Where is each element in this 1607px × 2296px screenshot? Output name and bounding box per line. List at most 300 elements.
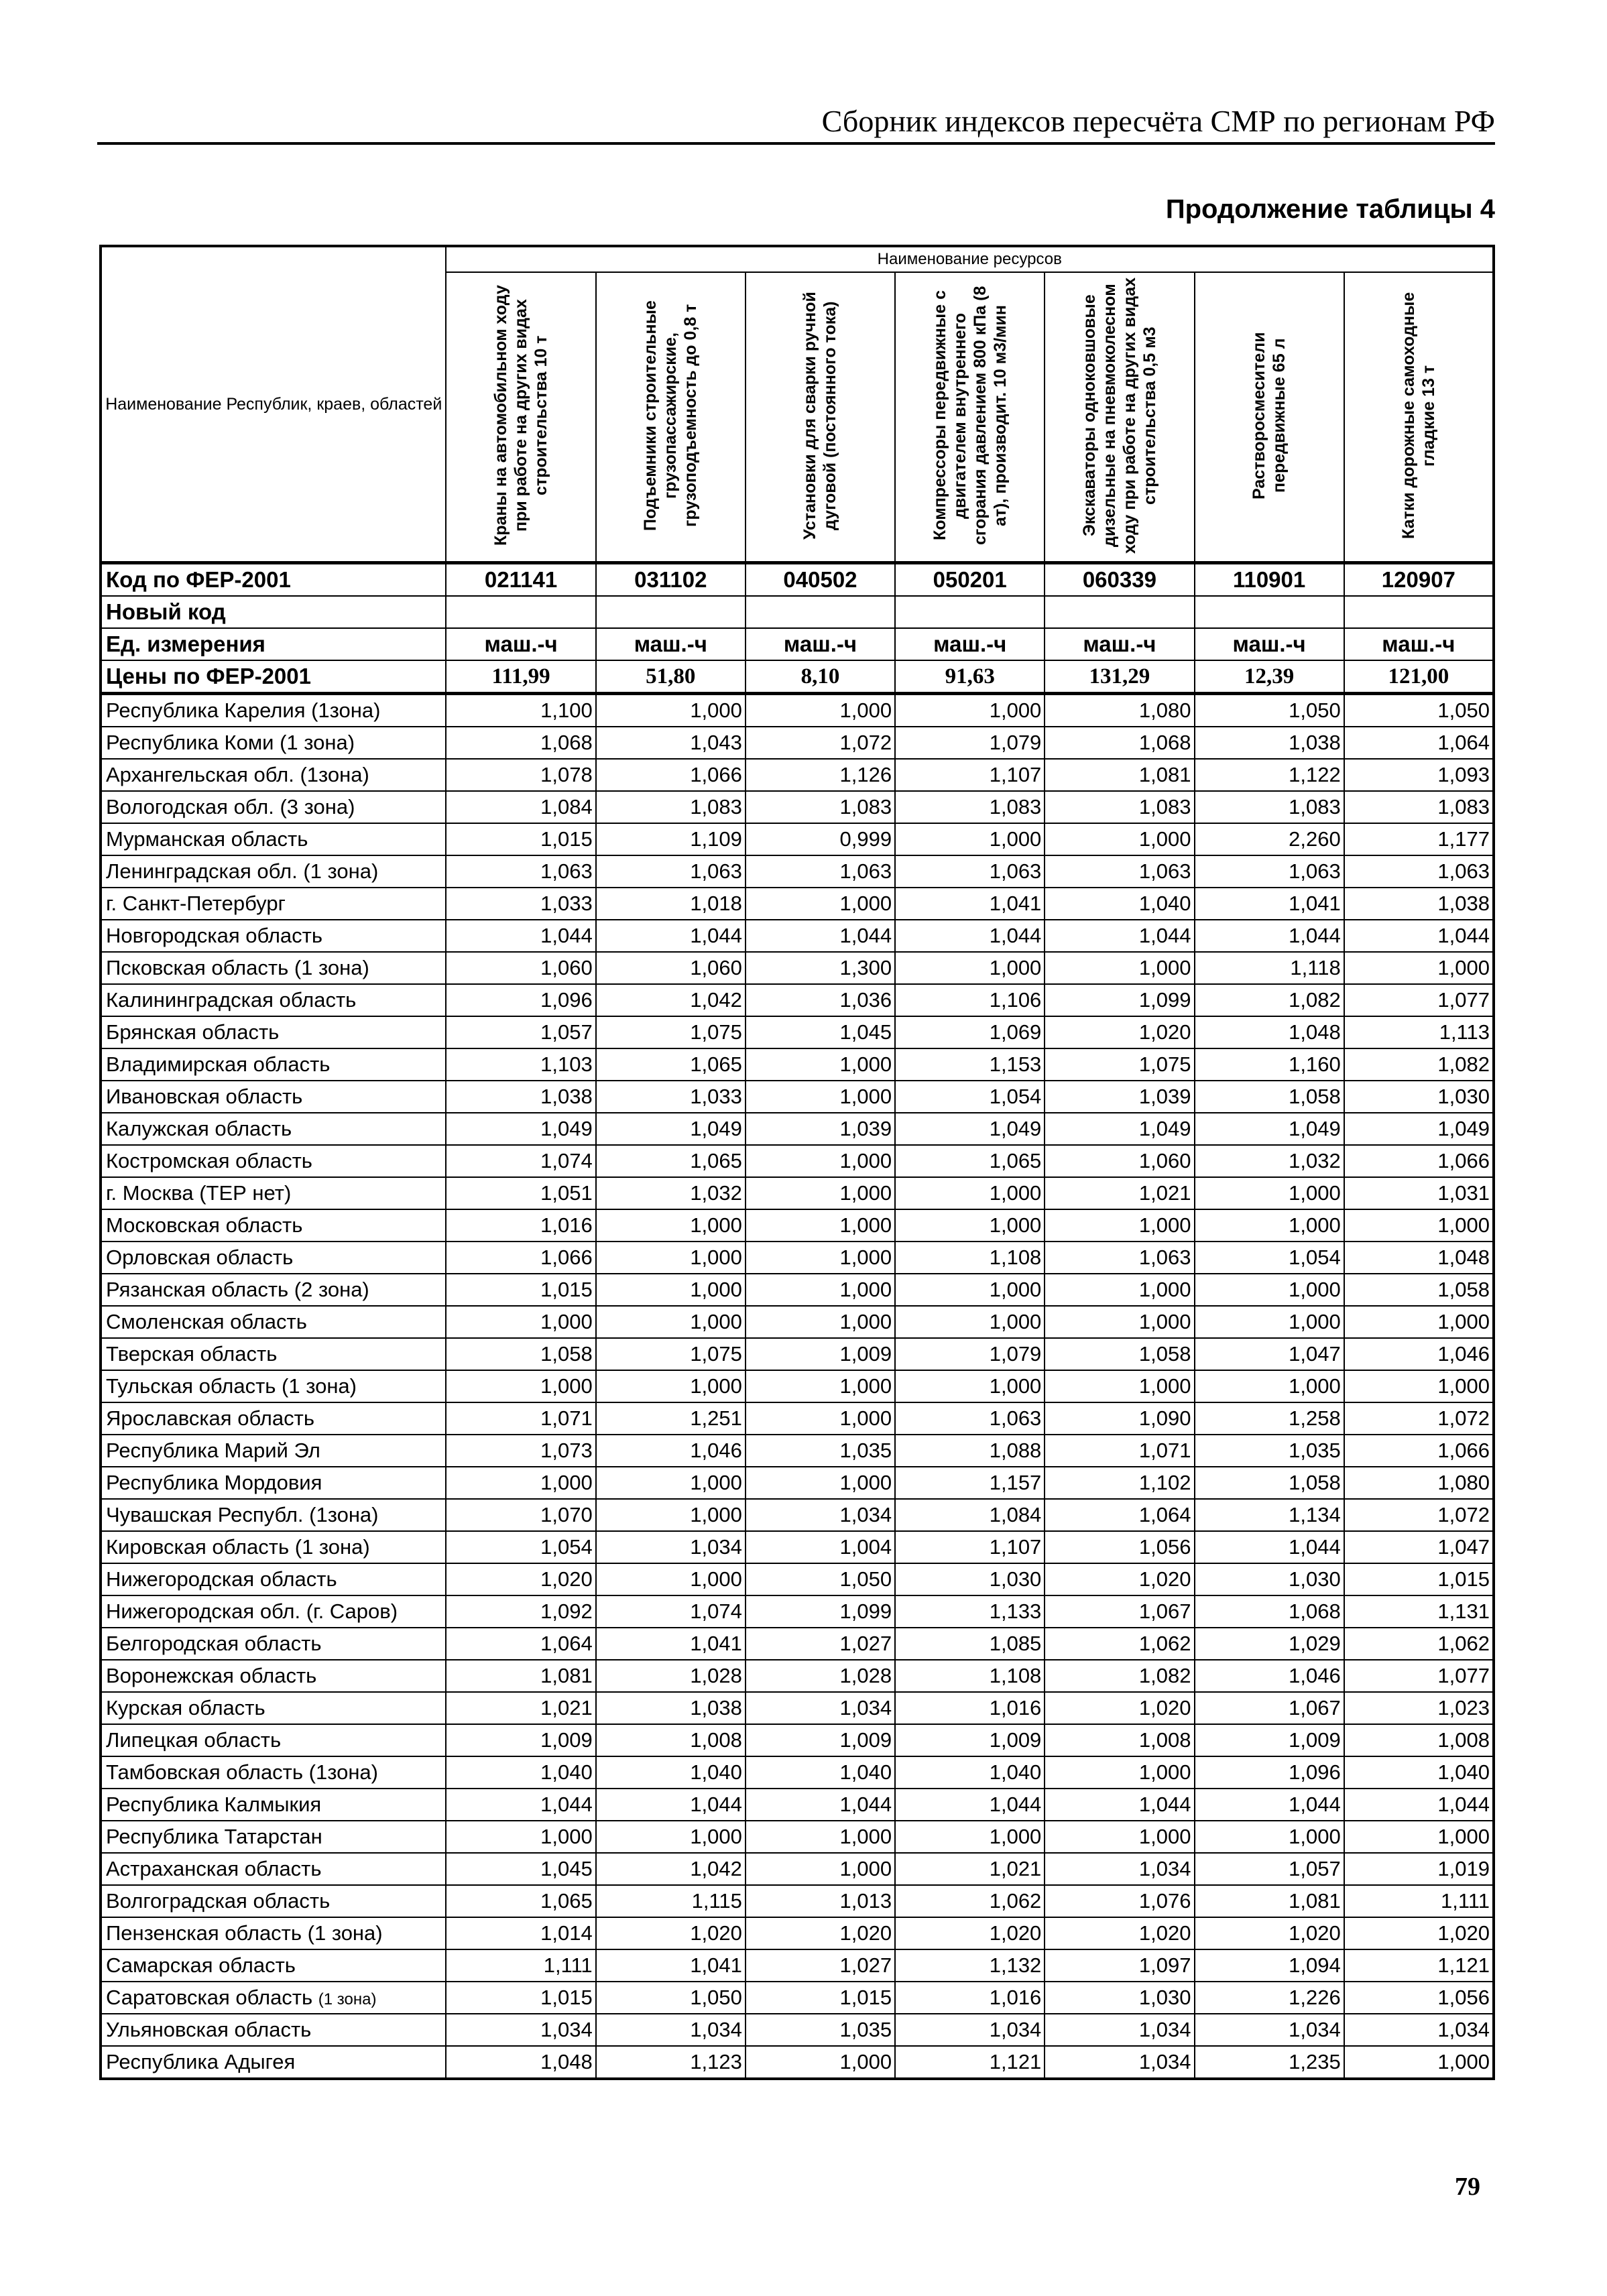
index-value: 1,034: [1045, 1853, 1194, 1885]
region-name: [101, 2046, 446, 2079]
region-name: [101, 1113, 446, 1145]
index-value: 1,072: [746, 727, 895, 759]
index-value: 1,044: [895, 920, 1045, 952]
region-name: [101, 1274, 446, 1306]
index-value: 1,080: [1344, 1467, 1494, 1499]
index-value: 1,000: [1195, 1274, 1344, 1306]
table-row: [101, 1081, 1494, 1113]
meta-value: 8,10: [746, 660, 895, 694]
index-value: 1,065: [895, 1145, 1045, 1177]
index-value: 1,019: [1344, 1853, 1494, 1885]
index-value: 1,000: [446, 1467, 595, 1499]
index-value: 1,057: [1195, 1853, 1344, 1885]
index-value: 1,046: [1195, 1660, 1344, 1692]
index-value: 1,045: [446, 1853, 595, 1885]
index-value: 1,123: [596, 2046, 746, 2079]
index-value: 1,034: [1045, 2014, 1194, 2046]
index-value: 1,103: [446, 1048, 595, 1081]
region-name: [101, 1016, 446, 1048]
index-value: 1,121: [895, 2046, 1045, 2079]
resource-name: Растворосмесители передвижные 65 л: [1250, 331, 1289, 499]
resource-name: Экскаваторы одноковшовые дизельные на пневмоколесном ходу при работе на других видах строительства 0,5 м3: [1079, 277, 1159, 554]
index-value: 1,076: [1045, 1885, 1194, 1917]
index-value: 1,096: [446, 984, 595, 1016]
region-name: [101, 1756, 446, 1789]
resource-header: [1195, 272, 1344, 563]
index-value: 1,000: [1344, 952, 1494, 984]
index-value: 1,049: [1344, 1113, 1494, 1145]
index-value: 1,063: [895, 1402, 1045, 1435]
index-value: 1,031: [1344, 1177, 1494, 1209]
index-value: 1,092: [446, 1595, 595, 1628]
index-value: 1,102: [1045, 1467, 1194, 1499]
index-value: 1,090: [1045, 1402, 1194, 1435]
index-value: 1,058: [1195, 1467, 1344, 1499]
table-row: [101, 1853, 1494, 1885]
index-value: 1,121: [1344, 1949, 1494, 1982]
table-row: [101, 1821, 1494, 1853]
index-value: 1,044: [1344, 1789, 1494, 1821]
index-value: 1,032: [1195, 1145, 1344, 1177]
index-value: 1,062: [895, 1885, 1045, 1917]
index-value: 1,080: [1045, 694, 1194, 727]
index-value: 1,000: [596, 1563, 746, 1595]
index-value: 1,070: [446, 1499, 595, 1531]
region-name: [101, 1177, 446, 1209]
index-value: 1,038: [596, 1692, 746, 1724]
index-value: 1,000: [1045, 1821, 1194, 1853]
region-name: [101, 888, 446, 920]
index-value: 1,041: [895, 888, 1045, 920]
index-value: 1,050: [596, 1982, 746, 2014]
table-row: [101, 1982, 1494, 2014]
region-name: [101, 920, 446, 952]
region-name: [101, 1081, 446, 1113]
table-row: [101, 984, 1494, 1016]
index-value: 1,023: [1344, 1692, 1494, 1724]
index-value: 1,063: [1045, 1242, 1194, 1274]
index-value: 1,015: [746, 1982, 895, 2014]
index-value: 1,000: [746, 1274, 895, 1306]
index-value: 1,030: [895, 1563, 1045, 1595]
index-value: 1,063: [746, 855, 895, 888]
index-value: 1,075: [596, 1016, 746, 1048]
meta-value: маш.-ч: [446, 628, 595, 660]
index-value: 1,000: [446, 1370, 595, 1402]
region-label: Смоленская область: [106, 1310, 307, 1333]
table-row: [101, 1595, 1494, 1628]
index-value: 1,000: [596, 1821, 746, 1853]
region-name: [101, 1209, 446, 1242]
index-value: 1,021: [1045, 1177, 1194, 1209]
index-value: 1,099: [1045, 984, 1194, 1016]
index-value: 1,044: [1045, 920, 1194, 952]
region-label: Волгоградская область: [106, 1889, 331, 1913]
index-value: 1,064: [1344, 727, 1494, 759]
region-label: Республика Калмыкия: [106, 1793, 322, 1816]
region-name: [101, 727, 446, 759]
region-name: [101, 984, 446, 1016]
index-value: 1,049: [895, 1113, 1045, 1145]
index-value: 1,065: [446, 1885, 595, 1917]
index-value: 1,177: [1344, 823, 1494, 855]
table-row: [101, 1724, 1494, 1756]
index-value: 1,000: [1344, 2046, 1494, 2079]
region-name: [101, 1821, 446, 1853]
meta-value: маш.-ч: [596, 628, 746, 660]
index-value: 1,111: [446, 1949, 595, 1982]
index-value: 1,074: [446, 1145, 595, 1177]
index-value: 1,057: [446, 1016, 595, 1048]
index-value: 1,034: [596, 2014, 746, 2046]
region-name: [101, 1595, 446, 1628]
index-value: 1,063: [1344, 855, 1494, 888]
index-value: 1,033: [596, 1081, 746, 1113]
table-row: [101, 2046, 1494, 2079]
index-value: 1,041: [596, 1949, 746, 1982]
index-value: 1,066: [446, 1242, 595, 1274]
table-row: [101, 1435, 1494, 1467]
index-value: 1,081: [1195, 1885, 1344, 1917]
table-row: [101, 1531, 1494, 1563]
index-value: 1,020: [446, 1563, 595, 1595]
index-value: 1,000: [746, 2046, 895, 2079]
meta-value: [596, 596, 746, 628]
index-value: 1,048: [446, 2046, 595, 2079]
table-row: [101, 1499, 1494, 1531]
index-value: 1,020: [1045, 1917, 1194, 1949]
region-label: Липецкая область: [106, 1728, 282, 1752]
table-row: [101, 855, 1494, 888]
table-row: [101, 952, 1494, 984]
index-value: 1,126: [746, 759, 895, 791]
region-name: [101, 1789, 446, 1821]
index-value: 1,009: [446, 1724, 595, 1756]
meta-row-price: [101, 660, 1494, 694]
index-value: 1,008: [1045, 1724, 1194, 1756]
meta-value: [746, 596, 895, 628]
running-head: Сборник индексов пересчёта СМР по регионам РФ: [97, 101, 1495, 145]
index-value: 1,000: [746, 1209, 895, 1242]
index-value: 1,040: [1344, 1756, 1494, 1789]
index-value: 1,064: [1045, 1499, 1194, 1531]
index-value: 1,047: [1195, 1338, 1344, 1370]
index-value: 1,122: [1195, 759, 1344, 791]
index-value: 1,008: [596, 1724, 746, 1756]
region-name: [101, 1531, 446, 1563]
index-value: 1,068: [1045, 727, 1194, 759]
index-value: 1,000: [895, 1177, 1045, 1209]
index-value: 1,000: [1045, 1370, 1194, 1402]
index-value: 1,235: [1195, 2046, 1344, 2079]
index-value: 1,040: [1045, 888, 1194, 920]
index-value: 1,009: [895, 1724, 1045, 1756]
index-value: 1,016: [895, 1982, 1045, 2014]
index-value: 1,071: [1045, 1435, 1194, 1467]
index-value: 1,160: [1195, 1048, 1344, 1081]
index-value: 1,016: [446, 1209, 595, 1242]
index-value: 1,000: [895, 694, 1045, 727]
index-value: 1,046: [596, 1435, 746, 1467]
index-value: 1,000: [1045, 1756, 1194, 1789]
resource-header: [446, 272, 595, 563]
region-label: Республика Мордовия: [106, 1471, 322, 1494]
index-value: 1,054: [895, 1081, 1045, 1113]
index-value: 1,133: [895, 1595, 1045, 1628]
index-value: 1,000: [596, 1209, 746, 1242]
index-value: 1,000: [446, 1306, 595, 1338]
table-row: [101, 1949, 1494, 1982]
index-value: 1,030: [1344, 1081, 1494, 1113]
index-value: 1,034: [1195, 2014, 1344, 2046]
index-value: 1,065: [596, 1145, 746, 1177]
region-name: [101, 855, 446, 888]
index-value: 1,063: [895, 855, 1045, 888]
index-value: 1,039: [746, 1113, 895, 1145]
region-name: [101, 1628, 446, 1660]
index-value: 1,000: [895, 1821, 1045, 1853]
region-name: [101, 1370, 446, 1402]
index-value: 1,000: [1344, 1306, 1494, 1338]
meta-value: маш.-ч: [1045, 628, 1194, 660]
meta-value: 120907: [1344, 563, 1494, 597]
index-value: 1,072: [1344, 1499, 1494, 1531]
meta-value: 91,63: [895, 660, 1045, 694]
index-value: 1,131: [1344, 1595, 1494, 1628]
index-table: [99, 245, 1495, 2080]
index-value: 1,062: [1344, 1628, 1494, 1660]
resource-header: [1045, 272, 1194, 563]
index-value: 1,044: [446, 1789, 595, 1821]
index-value: 1,108: [895, 1660, 1045, 1692]
index-value: 1,106: [895, 984, 1045, 1016]
index-value: 1,045: [746, 1016, 895, 1048]
index-value: 1,040: [446, 1756, 595, 1789]
index-value: 1,113: [1344, 1016, 1494, 1048]
index-value: 1,000: [596, 1499, 746, 1531]
index-value: 1,000: [895, 952, 1045, 984]
index-value: 1,000: [746, 1081, 895, 1113]
region-name: [101, 1563, 446, 1595]
region-name: [101, 1724, 446, 1756]
index-value: 1,014: [446, 1917, 595, 1949]
index-value: 1,000: [895, 823, 1045, 855]
index-value: 1,035: [1195, 1435, 1344, 1467]
index-value: 1,065: [596, 1048, 746, 1081]
region-label: Новгородская область: [106, 924, 323, 947]
index-value: 1,062: [1045, 1628, 1194, 1660]
resource-name: Подъемники строительные грузопассажирские, грузоподъемность до 0,8 т: [641, 300, 701, 531]
index-value: 1,040: [596, 1756, 746, 1789]
index-value: 1,020: [1045, 1692, 1194, 1724]
index-value: 1,066: [1344, 1145, 1494, 1177]
index-value: 1,107: [895, 1531, 1045, 1563]
index-value: 1,044: [746, 1789, 895, 1821]
index-value: 1,044: [596, 1789, 746, 1821]
index-value: 1,044: [1344, 920, 1494, 952]
region-label: г. Москва (ТЕР нет): [106, 1181, 292, 1205]
index-value: 1,028: [596, 1660, 746, 1692]
region-label: Самарская область: [106, 1953, 296, 1977]
meta-value: 021141: [446, 563, 595, 597]
index-value: 1,077: [1344, 984, 1494, 1016]
index-value: 1,020: [1045, 1563, 1194, 1595]
index-value: 1,050: [1344, 694, 1494, 727]
table-caption: Продолжение таблицы 4: [1165, 194, 1495, 224]
index-value: 1,016: [895, 1692, 1045, 1724]
index-value: 1,032: [596, 1177, 746, 1209]
region-label: Брянская область: [106, 1020, 280, 1044]
index-value: 1,015: [446, 823, 595, 855]
index-value: 1,028: [746, 1660, 895, 1692]
region-label: Ульяновская область: [106, 2018, 312, 2041]
index-value: 1,000: [746, 888, 895, 920]
index-value: 1,044: [1045, 1789, 1194, 1821]
index-value: 1,049: [446, 1113, 595, 1145]
index-value: 1,027: [746, 1628, 895, 1660]
index-value: 1,064: [446, 1628, 595, 1660]
index-value: 1,075: [1045, 1048, 1194, 1081]
index-value: 1,038: [446, 1081, 595, 1113]
region-name: [101, 2014, 446, 2046]
region-label: Саратовская область: [106, 1986, 313, 2009]
index-value: 1,153: [895, 1048, 1045, 1081]
index-value: 1,000: [895, 1274, 1045, 1306]
resource-name: Компрессоры передвижные с двигателем внутреннего сгорания давлением 800 кПа (8 ат), производит. 10 м3/мин: [930, 286, 1010, 545]
index-value: 1,000: [1344, 1209, 1494, 1242]
index-value: 1,056: [1344, 1982, 1494, 2014]
index-value: 1,038: [1344, 888, 1494, 920]
region-name: [101, 1982, 446, 2014]
index-value: 1,088: [895, 1435, 1045, 1467]
meta-value: маш.-ч: [895, 628, 1045, 660]
resource-header: [746, 272, 895, 563]
table-row: [101, 1048, 1494, 1081]
region-label: Ивановская область: [106, 1085, 303, 1108]
table-row: [101, 1467, 1494, 1499]
index-value: 1,008: [1344, 1724, 1494, 1756]
index-value: 1,083: [746, 791, 895, 823]
index-value: 1,054: [446, 1531, 595, 1563]
index-value: 1,134: [1195, 1499, 1344, 1531]
resource-header: [1344, 272, 1494, 563]
index-value: 1,027: [746, 1949, 895, 1982]
index-value: 1,041: [596, 1628, 746, 1660]
meta-value: 060339: [1045, 563, 1194, 597]
index-value: 1,000: [1045, 1274, 1194, 1306]
index-value: 1,033: [446, 888, 595, 920]
index-value: 1,071: [446, 1402, 595, 1435]
index-value: 1,044: [1195, 1531, 1344, 1563]
index-value: 1,051: [446, 1177, 595, 1209]
index-value: 1,009: [746, 1724, 895, 1756]
region-label: Воронежская область: [106, 1664, 317, 1687]
index-value: 1,068: [446, 727, 595, 759]
table-row: [101, 694, 1494, 727]
region-name: [101, 1435, 446, 1467]
index-value: 1,157: [895, 1467, 1045, 1499]
index-value: 1,013: [746, 1885, 895, 1917]
index-value: 1,000: [895, 1209, 1045, 1242]
index-value: 1,000: [596, 1242, 746, 1274]
index-value: 1,020: [895, 1917, 1045, 1949]
index-value: 1,000: [596, 1274, 746, 1306]
index-value: 1,050: [1195, 694, 1344, 727]
index-value: 1,049: [1195, 1113, 1344, 1145]
page-number: 79: [1455, 2173, 1480, 2201]
index-value: 1,020: [746, 1917, 895, 1949]
index-value: 1,044: [446, 920, 595, 952]
index-value: 1,040: [895, 1756, 1045, 1789]
index-value: 1,085: [895, 1628, 1045, 1660]
table-row: [101, 1917, 1494, 1949]
table-row: [101, 1209, 1494, 1242]
meta-value: 12,39: [1195, 660, 1344, 694]
region-label: Тульская область (1 зона): [106, 1374, 357, 1398]
index-value: 1,044: [1195, 1789, 1344, 1821]
index-value: 1,044: [1195, 920, 1344, 952]
index-value: 1,000: [746, 1467, 895, 1499]
region-label: Нижегородская область: [106, 1567, 337, 1591]
index-value: 1,021: [446, 1692, 595, 1724]
region-name: [101, 1338, 446, 1370]
table-row: [101, 1145, 1494, 1177]
index-value: 1,081: [446, 1660, 595, 1692]
index-value: 1,099: [746, 1595, 895, 1628]
meta-label: Цены по ФЕР-2001: [101, 660, 446, 694]
resource-name: Краны на автомобильном ходу при работе на других видах строительства 10 т: [491, 285, 551, 546]
region-name: [101, 952, 446, 984]
index-value: 1,060: [596, 952, 746, 984]
index-value: 1,044: [895, 1789, 1045, 1821]
region-name: [101, 759, 446, 791]
table-row: [101, 1660, 1494, 1692]
meta-value: маш.-ч: [1195, 628, 1344, 660]
meta-value: 111,99: [446, 660, 595, 694]
index-value: 1,030: [1195, 1563, 1344, 1595]
table-row: [101, 1274, 1494, 1306]
table-row: [101, 791, 1494, 823]
region-label: Калужская область: [106, 1117, 292, 1140]
index-value: 1,097: [1045, 1949, 1194, 1982]
index-value: 1,020: [1344, 1917, 1494, 1949]
index-value: 1,021: [895, 1853, 1045, 1885]
index-value: 1,000: [746, 1402, 895, 1435]
table-row: [101, 1885, 1494, 1917]
index-value: 1,072: [1344, 1402, 1494, 1435]
table-row: [101, 1789, 1494, 1821]
region-name-header: Наименование Республик, краев, областей: [101, 246, 446, 563]
index-value: 1,075: [596, 1338, 746, 1370]
index-value: 1,067: [1045, 1595, 1194, 1628]
region-label: Республика Карелия (1зона): [106, 699, 381, 722]
index-value: 1,000: [596, 1306, 746, 1338]
table-row: [101, 1242, 1494, 1274]
table-row: [101, 1563, 1494, 1595]
index-value: 1,000: [746, 1821, 895, 1853]
region-name: [101, 694, 446, 727]
region-label: Астраханская область: [106, 1857, 322, 1880]
index-value: 1,093: [1344, 759, 1494, 791]
index-value: 1,100: [446, 694, 595, 727]
index-value: 1,009: [1195, 1724, 1344, 1756]
region-name: [101, 823, 446, 855]
table-row: [101, 1177, 1494, 1209]
region-zone-suffix: (1 зона): [318, 1990, 377, 2008]
index-value: 1,046: [1344, 1338, 1494, 1370]
index-value: 1,084: [446, 791, 595, 823]
region-label: Республика Адыгея: [106, 2050, 296, 2073]
